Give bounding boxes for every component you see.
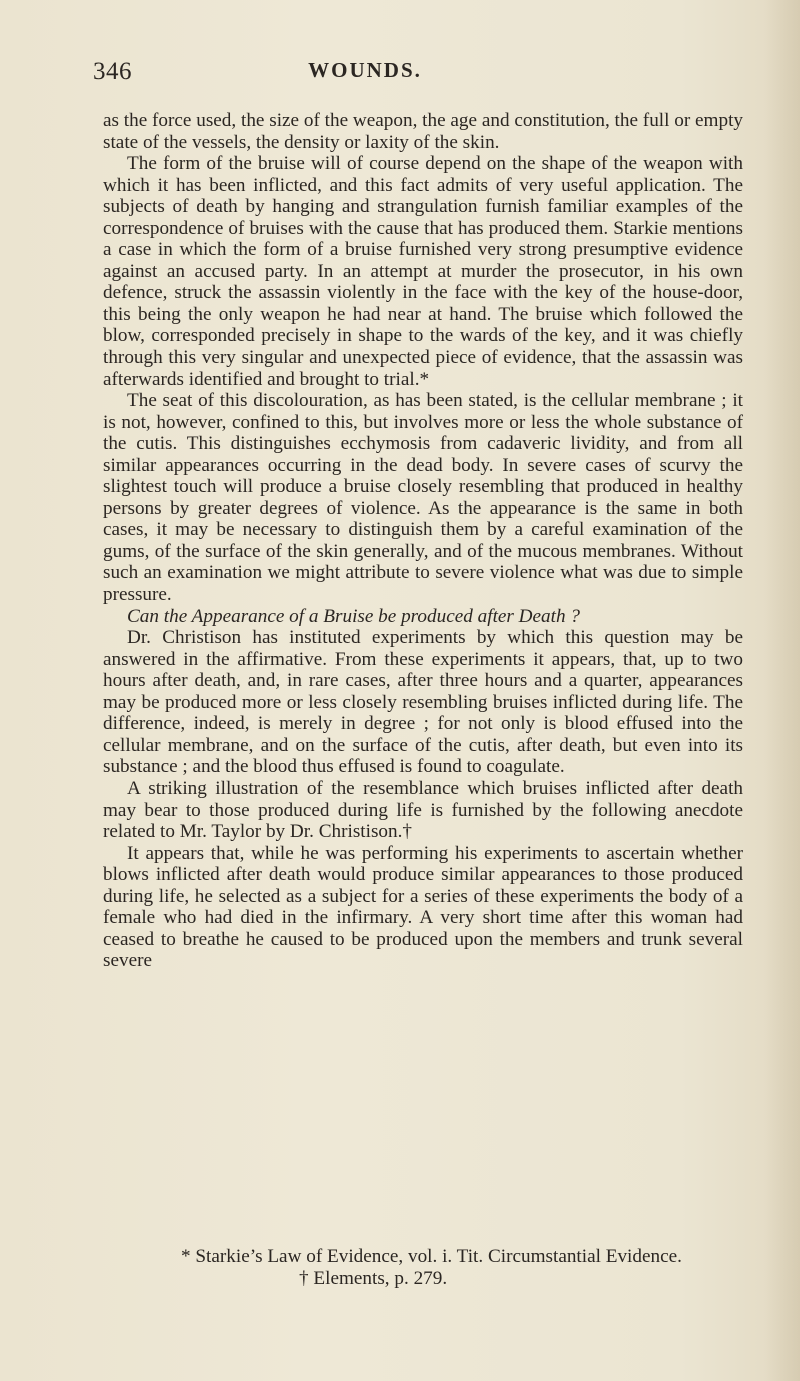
body-text <box>103 110 743 972</box>
page-edge-shadow <box>764 0 800 1381</box>
running-head: WOUNDS. <box>308 58 422 82</box>
footnotes <box>103 1246 743 1290</box>
paragraph-bruise-form: The form of the bruise will of course depend on the shape of the weapon with which it has been inflicted, and this fact admits of very useful application. The subjects of death by hanging and strangulation furnish familiar examples of the correspondence of bruises with the cause that has produced them. Starkie mentions a case in which the form of a bruise furnished very strong presumptive evidence against an accused party. In an attempt at murder the prosecutor, in his own defence, struck the assassin violently in the face with the key of the house-door, this being the only weapon he had near at hand. The bruise which followed the blow, corresponded precisely in shape to the wards of the key, and it was chiefly through this very singular and unexpected piece of evidence, that the assassin was afterwards identified and brought to trial.* <box>103 153 743 390</box>
footnote-elements: † Elements, p. 279. <box>299 1268 448 1289</box>
paragraph-continuation: as the force used, the size of the weapon, the age and constitution, the full or empty state of the vessels, the density or laxity of the skin. <box>103 110 743 153</box>
page-number: 346 <box>93 58 132 85</box>
page-header <box>0 58 800 88</box>
paragraph-anecdote: It appears that, while he was performing his experiments to ascertain whether blows inflicted after death would produce similar appearances to those produced during life, he selected as a subject for a series of these experiments the body of a female who had died in the infirmary. A very short time after this woman had ceased to breathe he caused to be produced upon the members and trunk several severe <box>103 842 743 972</box>
footnote-starkie: * Starkie’s Law of Evidence, vol. i. Tit. Circumstantial Evidence. <box>181 1246 682 1267</box>
paragraph-discolouration-seat: The seat of this discolouration, as has been stated, is the cellular membrane ; it is not, however, confined to this, but involves more or less the whole substance of the cutis. This distinguishes ecchymosis from cadaveric lividity, and from all similar appearances occurring in the dead body. In severe cases of scurvy the slightest touch will produce a bruise closely resembling that produced in healthy persons by greater degrees of violence. As the appearance is the same in both cases, it may be necessary to distinguish them by a careful examination of the gums, of the surface of the skin generally, and of the mucous membranes. Without such an examination we might attribute to severe violence what was due to simple pressure. <box>103 390 743 606</box>
paragraph-striking-illustration: A striking illustration of the resemblance which bruises inflicted after death may bear to those produced during life is furnished by the following anecdote related to Mr. Taylor by Dr. Christison.† <box>103 777 743 843</box>
paragraph-christison-experiments: Dr. Christison has instituted experiments by which this question may be answered in the affirmative. From these experiments it appears, that, up to two hours after death, and, in rare cases, after three hours and a quarter, appearances may be produced more or less closely resembling bruises inflicted during life. The difference, indeed, is merely in degree ; for not only is blood effused into the cellular membrane, and on the surface of the cutis, after death, but even into its substance ; and the blood thus effused is found to coagulate. <box>103 627 743 778</box>
section-heading: Can the Appearance of a Bruise be produced after Death ? <box>127 605 580 627</box>
